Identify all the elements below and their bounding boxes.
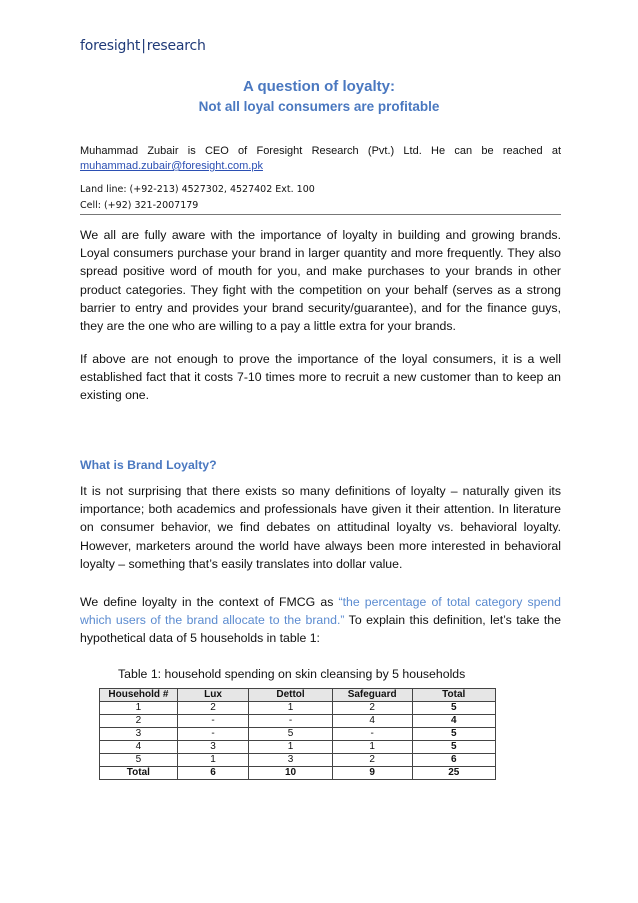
page-title: A question of loyalty: [243, 78, 395, 95]
author-email-link[interactable]: muhammad.zubair@foresight.com.pk [80, 160, 263, 172]
table-cell: 2 [177, 702, 249, 715]
intro-paragraph: We all are fully aware with the importance of loyalty in building and growing brands. Loyal consumers purchase your brand in larger quantity and more frequently. They also spread positive word of mouth for you, and make purchases to your brands in other product categories. They fight with the competition on your behalf (serves as a strong barrier to entry and provides your brand security/guarantee), and for the finance guys, they are the one who are willing to a pay a little extra for your brands. [80, 228, 561, 334]
table-row [100, 715, 496, 728]
table-cell-total: 5 [412, 702, 496, 715]
landline-text: Land line: (+92-213) 4527302, 4527402 Ext. 100 [80, 184, 315, 195]
definition-paragraph [80, 593, 561, 648]
table-cell: 10 [249, 767, 333, 780]
table-total-row [100, 767, 496, 780]
company-logo [80, 38, 206, 54]
logo-separator: | [141, 38, 146, 54]
table-cell: 5 [100, 754, 178, 767]
table-cell: 2 [332, 754, 412, 767]
table-cell: - [332, 728, 412, 741]
table-cell: 1 [249, 702, 333, 715]
table-cell-total: 25 [412, 767, 496, 780]
header-divider [80, 214, 561, 215]
section-heading-brand-loyalty: What is Brand Loyalty? [80, 458, 217, 472]
table-cell: - [177, 715, 249, 728]
table-row [100, 702, 496, 715]
table-cell: - [249, 715, 333, 728]
table-cell: 2 [332, 702, 412, 715]
table-row [100, 754, 496, 767]
table-row [100, 728, 496, 741]
column-header-dettol: Dettol [249, 689, 333, 702]
page-subtitle: Not all loyal consumers are profitable [198, 99, 440, 114]
column-header-safeguard: Safeguard [332, 689, 412, 702]
table-cell: 6 [177, 767, 249, 780]
table-cell: - [177, 728, 249, 741]
author-bio: Muhammad Zubair is CEO of Foresight Research (Pvt.) Ltd. He can be reached at [80, 145, 561, 157]
table-cell: 1 [332, 741, 412, 754]
definition-tail-text: To explain this definition, let’s take the hypothetical data of 5 households in table 1: [80, 613, 561, 646]
table-cell: 3 [100, 728, 178, 741]
table-cell-total: 6 [412, 754, 496, 767]
table-cell: 1 [100, 702, 178, 715]
table-cell: 1 [249, 741, 333, 754]
table-cell: 3 [249, 754, 333, 767]
table-cell: 3 [177, 741, 249, 754]
column-header-total: Total [412, 689, 496, 702]
column-header-household: Household # [100, 689, 178, 702]
definition-quote: “the percentage of total category spend which users of the brand allocate to the brand.” [80, 595, 561, 628]
table-cell-total: 5 [412, 728, 496, 741]
table-cell: 9 [332, 767, 412, 780]
table-row [100, 741, 496, 754]
definition-lead-text: We define loyalty in the context of FMCG as [80, 595, 339, 609]
cell-text: Cell: (+92) 321-2007179 [80, 200, 199, 211]
table-cell: 1 [177, 754, 249, 767]
table-cell: 4 [100, 741, 178, 754]
column-header-lux: Lux [177, 689, 249, 702]
table-caption: Table 1: household spending on skin cleansing by 5 households [118, 667, 466, 681]
table-header-row [100, 689, 496, 702]
logo-text-research: research [146, 38, 206, 54]
household-spending-table [99, 688, 496, 780]
table-cell-total: 5 [412, 741, 496, 754]
table-cell-total: 4 [412, 715, 496, 728]
definitions-paragraph: It is not surprising that there exists so many definitions of loyalty – naturally given its importance; both academics and professionals have given it their attention. In literature on consumer behavior, we find debates on attitudinal loyalty vs. behavioral loyalty. However, marketers around the world have always been more interested in behavioral loyalty – something that’s easily translates into dollar value. [80, 484, 561, 571]
cost-paragraph: If above are not enough to prove the importance of the loyal consumers, it is a well established fact that it costs 7-10 times more to recruit a new customer than to keep an existing one. [80, 352, 561, 403]
table-cell: Total [100, 767, 178, 780]
table-cell: 5 [249, 728, 333, 741]
table-cell: 4 [332, 715, 412, 728]
table-cell: 2 [100, 715, 178, 728]
logo-text-foresight: foresight [80, 38, 141, 54]
